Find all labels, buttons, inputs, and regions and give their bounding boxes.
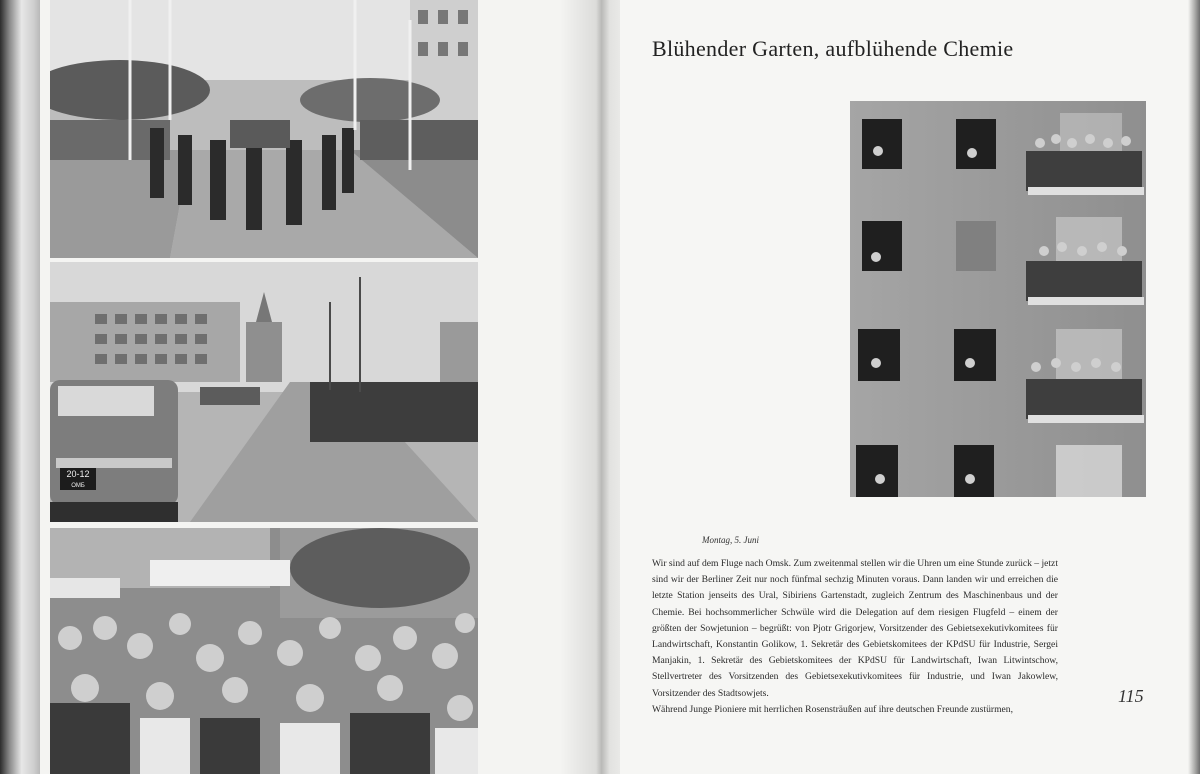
page-title: Blühender Garten, aufblühende Chemie bbox=[652, 36, 1014, 61]
page-number: 115 bbox=[1118, 686, 1144, 706]
dateline: Montag, 5. Juni bbox=[702, 535, 759, 545]
license-plate-number: 20-12 bbox=[66, 469, 90, 479]
crowd-photo bbox=[50, 528, 478, 774]
right-page-edge bbox=[1188, 0, 1200, 774]
body-paragraph: Während Junge Pioniere mit herrlichen Rosensträußen auf ihre deutschen Freunde zustürmen, bbox=[652, 703, 1013, 715]
license-plate-region: ОМБ bbox=[71, 483, 85, 489]
body-text bbox=[652, 556, 1058, 718]
motorcade-photo bbox=[50, 0, 478, 258]
body-paragraph: Wir sind auf dem Fluge nach Omsk. Zum zweitenmal stellen wir die Uhren um eine Stunde zurück – jetzt sind wir der Berliner Zeit nur noch fünfmal sechzig Minuten voraus. Dann landen wir und erreichen die letzte Station jenseits des Ural, Sibiriens Gartenstadt, zugleich Zentrum des Maschinenbaus und der Chemie. Bei hochsommerlicher Schwüle wird die Delegation auf dem riesigen Flugfeld – einem der größten der Sowjetunion – begrüßt: von Pjotr Grigorjew, Vorsitzender des Gebietsexekutivkomitees für Landwirtschaft, Konstantin Golikow, 1. Sekretär des Gebietskomitees der KPdSU für Industrie, Sergei Manjakin, 1. Sekretär des Gebietskomitees der KPdSU für Landwirtschaft, Iwan Litwintschow, Stellvertreter des Vorsitzenden des Gebietsexekutivkomitees für Industrie, und Iwan Jakowlew, Vorsitzender des Stadtsowjets. bbox=[652, 558, 1058, 699]
building-balconies-photo bbox=[850, 101, 1146, 497]
street-car-photo bbox=[50, 262, 478, 522]
